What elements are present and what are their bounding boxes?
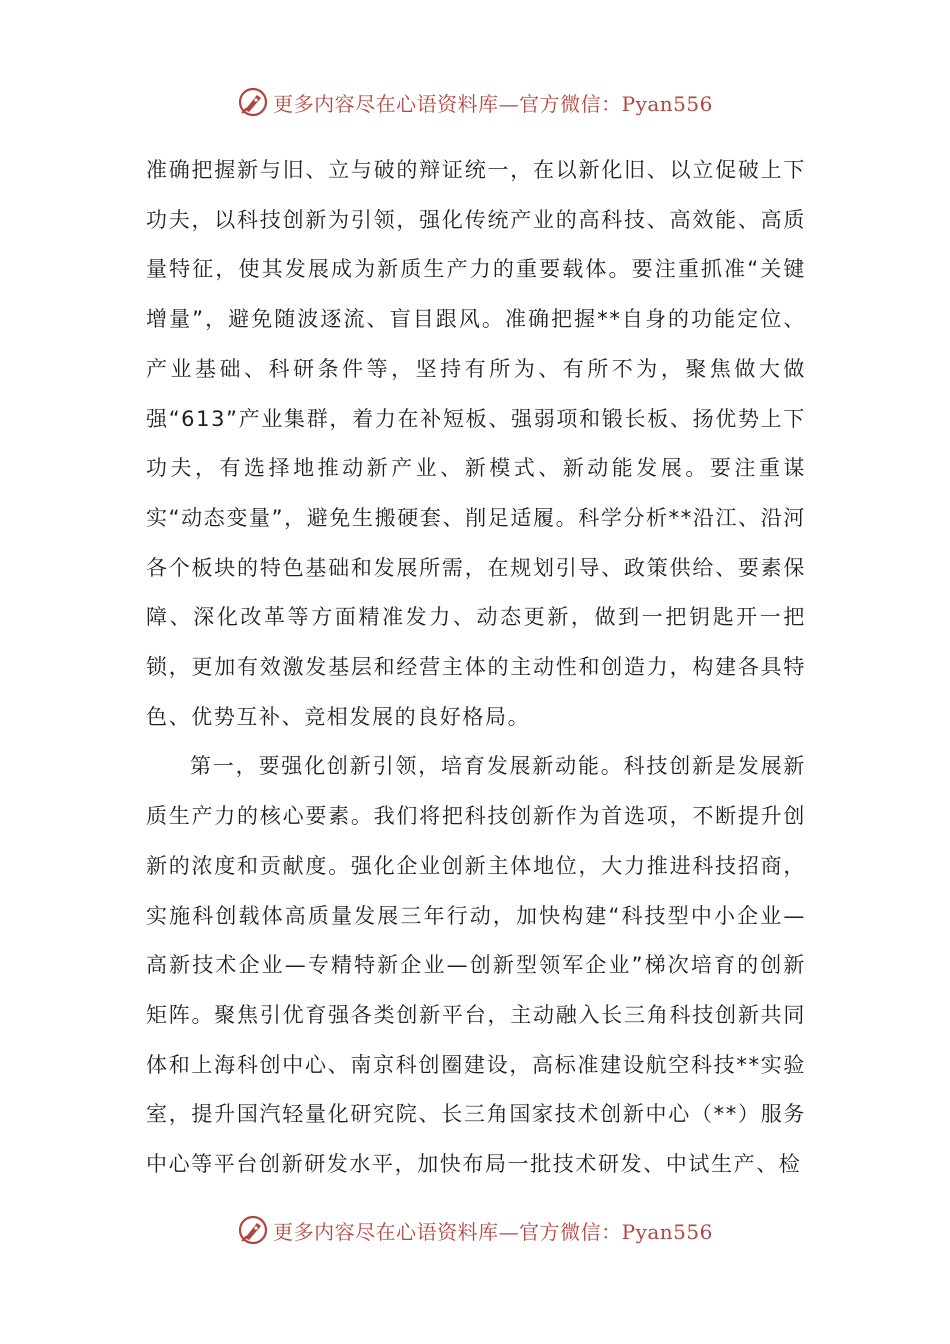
paragraph-2: 第一，要强化创新引领，培育发展新动能。科技创新是发展新质生产力的核心要素。我们将把科技创新作为首选项，不断提升创新的浓度和贡献度。强化企业创新主体地位，大力推进科技招商，实施科创载体高质量发展三年行动，加快构建“科技型中小企业—高新技术企业—专精特新企业—创新型领军企业”梯次培育的创新矩阵。聚焦引优育强各类创新平台，主动融入长三角科技创新共同体和上海科创中心、南京科创圈建设，高标准建设航空科技**实验室，提升国汽轻量化研究院、长三角国家技术创新中心（**）服务中心等平台创新研发水平，加快布局一批技术研发、中试生产、检	[146, 754, 806, 1177]
footer-text: 更多内容尽在心语资料库—官方微信：Pyan556	[273, 1219, 713, 1244]
header-banner	[0, 82, 950, 122]
header-text: 更多内容尽在心语资料库—官方微信：Pyan556	[273, 91, 713, 116]
pen-nib-logo-icon	[237, 86, 269, 118]
article-body	[146, 146, 806, 1190]
footer-banner	[0, 1210, 950, 1250]
pen-nib-logo-icon	[237, 1214, 269, 1246]
paragraph-1: 准确把握新与旧、立与破的辩证统一，在以新化旧、以立促破上下功夫，以科技创新为引领，强化传统产业的高科技、高效能、高质量特征，使其发展成为新质生产力的重要载体。要注重抓准“关键增量”，避免随波逐流、盲目跟风。准确把握**自身的功能定位、产业基础、科研条件等，坚持有所为、有所不为，聚焦做大做强“613”产业集群，着力在补短板、强弱项和锻长板、扬优势上下功夫，有选择地推动新产业、新模式、新动能发展。要注重谋实“动态变量”，避免生搬硬套、削足适履。科学分析**沿江、沿河各个板块的特色基础和发展所需，在规划引导、政策供给、要素保障、深化改革等方面精准发力、动态更新，做到一把钥匙开一把锁，更加有效激发基层和经营主体的主动性和创造力，构建各具特色、优势互补、竞相发展的良好格局。	[146, 158, 806, 729]
